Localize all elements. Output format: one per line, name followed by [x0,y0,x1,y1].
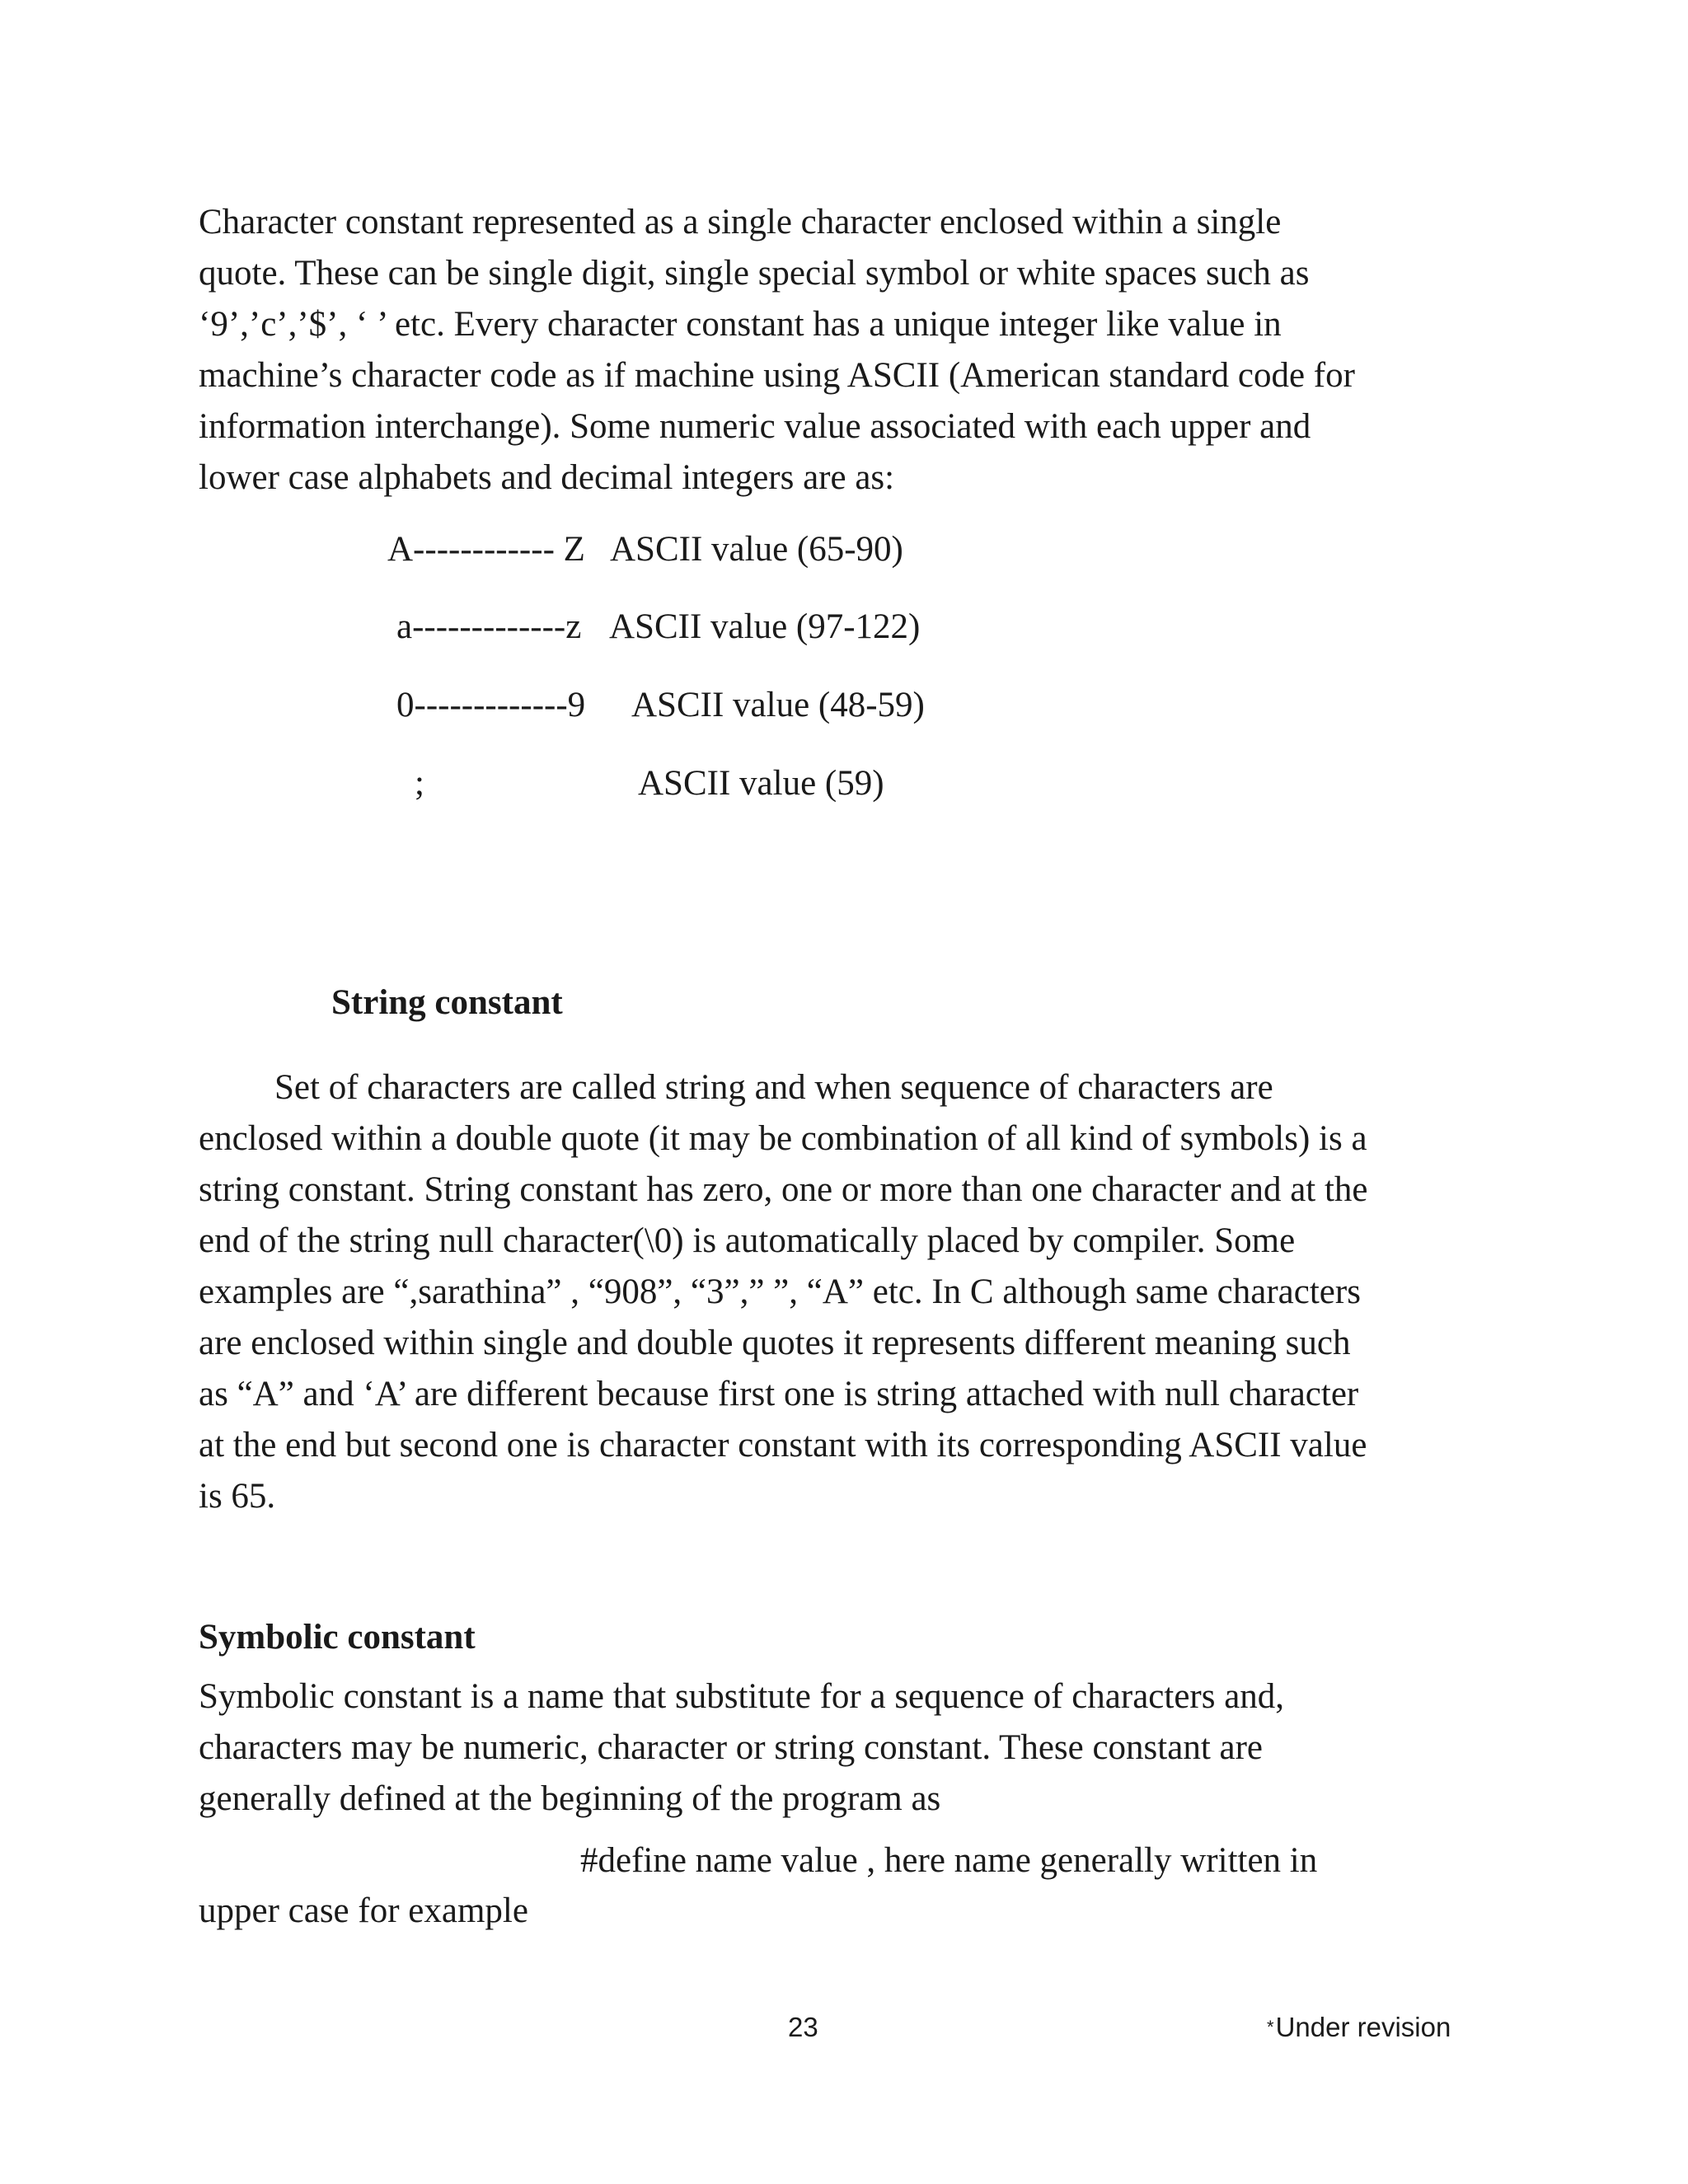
paragraph-line: information interchange). Some numeric value associated with each upper and [199,407,1311,446]
page-number: 23 [788,2012,818,2042]
symbolic-constant-paragraph [199,1671,1484,1825]
ascii-range-semicolon: ; [415,764,424,803]
paragraph-line: Character constant represented as a single character enclosed within a single [199,203,1282,241]
paragraph-line: enclosed within a double quote (it may be combination of all kind of symbols) is a [199,1119,1367,1158]
define-syntax-line: #define name value , here name generally written in [580,1841,1318,1880]
symbolic-constant-heading: Symbolic constant [199,1618,476,1657]
ascii-range-uppercase: A------------ Z [387,530,585,569]
paragraph-line: machine’s character code as if machine using ASCII (American standard code for [199,356,1355,395]
ascii-label-uppercase: ASCII value (65-90) [610,530,903,569]
paragraph-line: end of the string null character(\0) is automatically placed by compiler. Some [199,1221,1296,1260]
paragraph-line: characters may be numeric, character or string constant. These constant are [199,1728,1264,1767]
string-constant-paragraph [199,1062,1484,1522]
character-constant-paragraph [199,197,1484,504]
ascii-range-lowercase: a-------------z [396,607,582,646]
ascii-label-lowercase: ASCII value (97-122) [609,607,921,646]
paragraph-line: are enclosed within single and double quotes it represents different meaning such [199,1324,1351,1362]
revision-note [1267,2011,1451,2044]
paragraph-line: lower case alphabets and decimal integers are as: [199,458,895,497]
define-continuation-line: upper case for example [199,1891,528,1930]
ascii-range-digits: 0-------------9 [396,686,586,724]
paragraph-line: as “A” and ‘A’ are different because first one is string attached with null character [199,1375,1359,1413]
paragraph-line: at the end but second one is character constant with its corresponding ASCII value [199,1426,1367,1465]
paragraph-line: Symbolic constant is a name that substitute for a sequence of characters and, [199,1677,1285,1716]
string-constant-heading: String constant [331,983,563,1022]
ascii-label-digits: ASCII value (48-59) [631,686,925,724]
ascii-label-semicolon: ASCII value (59) [638,764,884,803]
paragraph-line: generally defined at the beginning of the program as [199,1779,941,1818]
paragraph-line: Set of characters are called string and when sequence of characters are [274,1068,1273,1107]
revision-asterisk: * [1267,2017,1274,2037]
paragraph-line: examples are “,sarathina” , “908”, “3”,” ”, “A” etc. In C although same characters [199,1272,1361,1311]
revision-note-text: Under revision [1275,2012,1451,2042]
paragraph-line: is 65. [199,1477,276,1516]
paragraph-line: ‘9’,’c’,’$’, ‘ ’ etc. Every character constant has a unique integer like value in [199,305,1282,344]
paragraph-line: string constant. String constant has zero, one or more than one character and at the [199,1170,1368,1209]
paragraph-line: quote. These can be single digit, single special symbol or white spaces such as [199,254,1310,293]
